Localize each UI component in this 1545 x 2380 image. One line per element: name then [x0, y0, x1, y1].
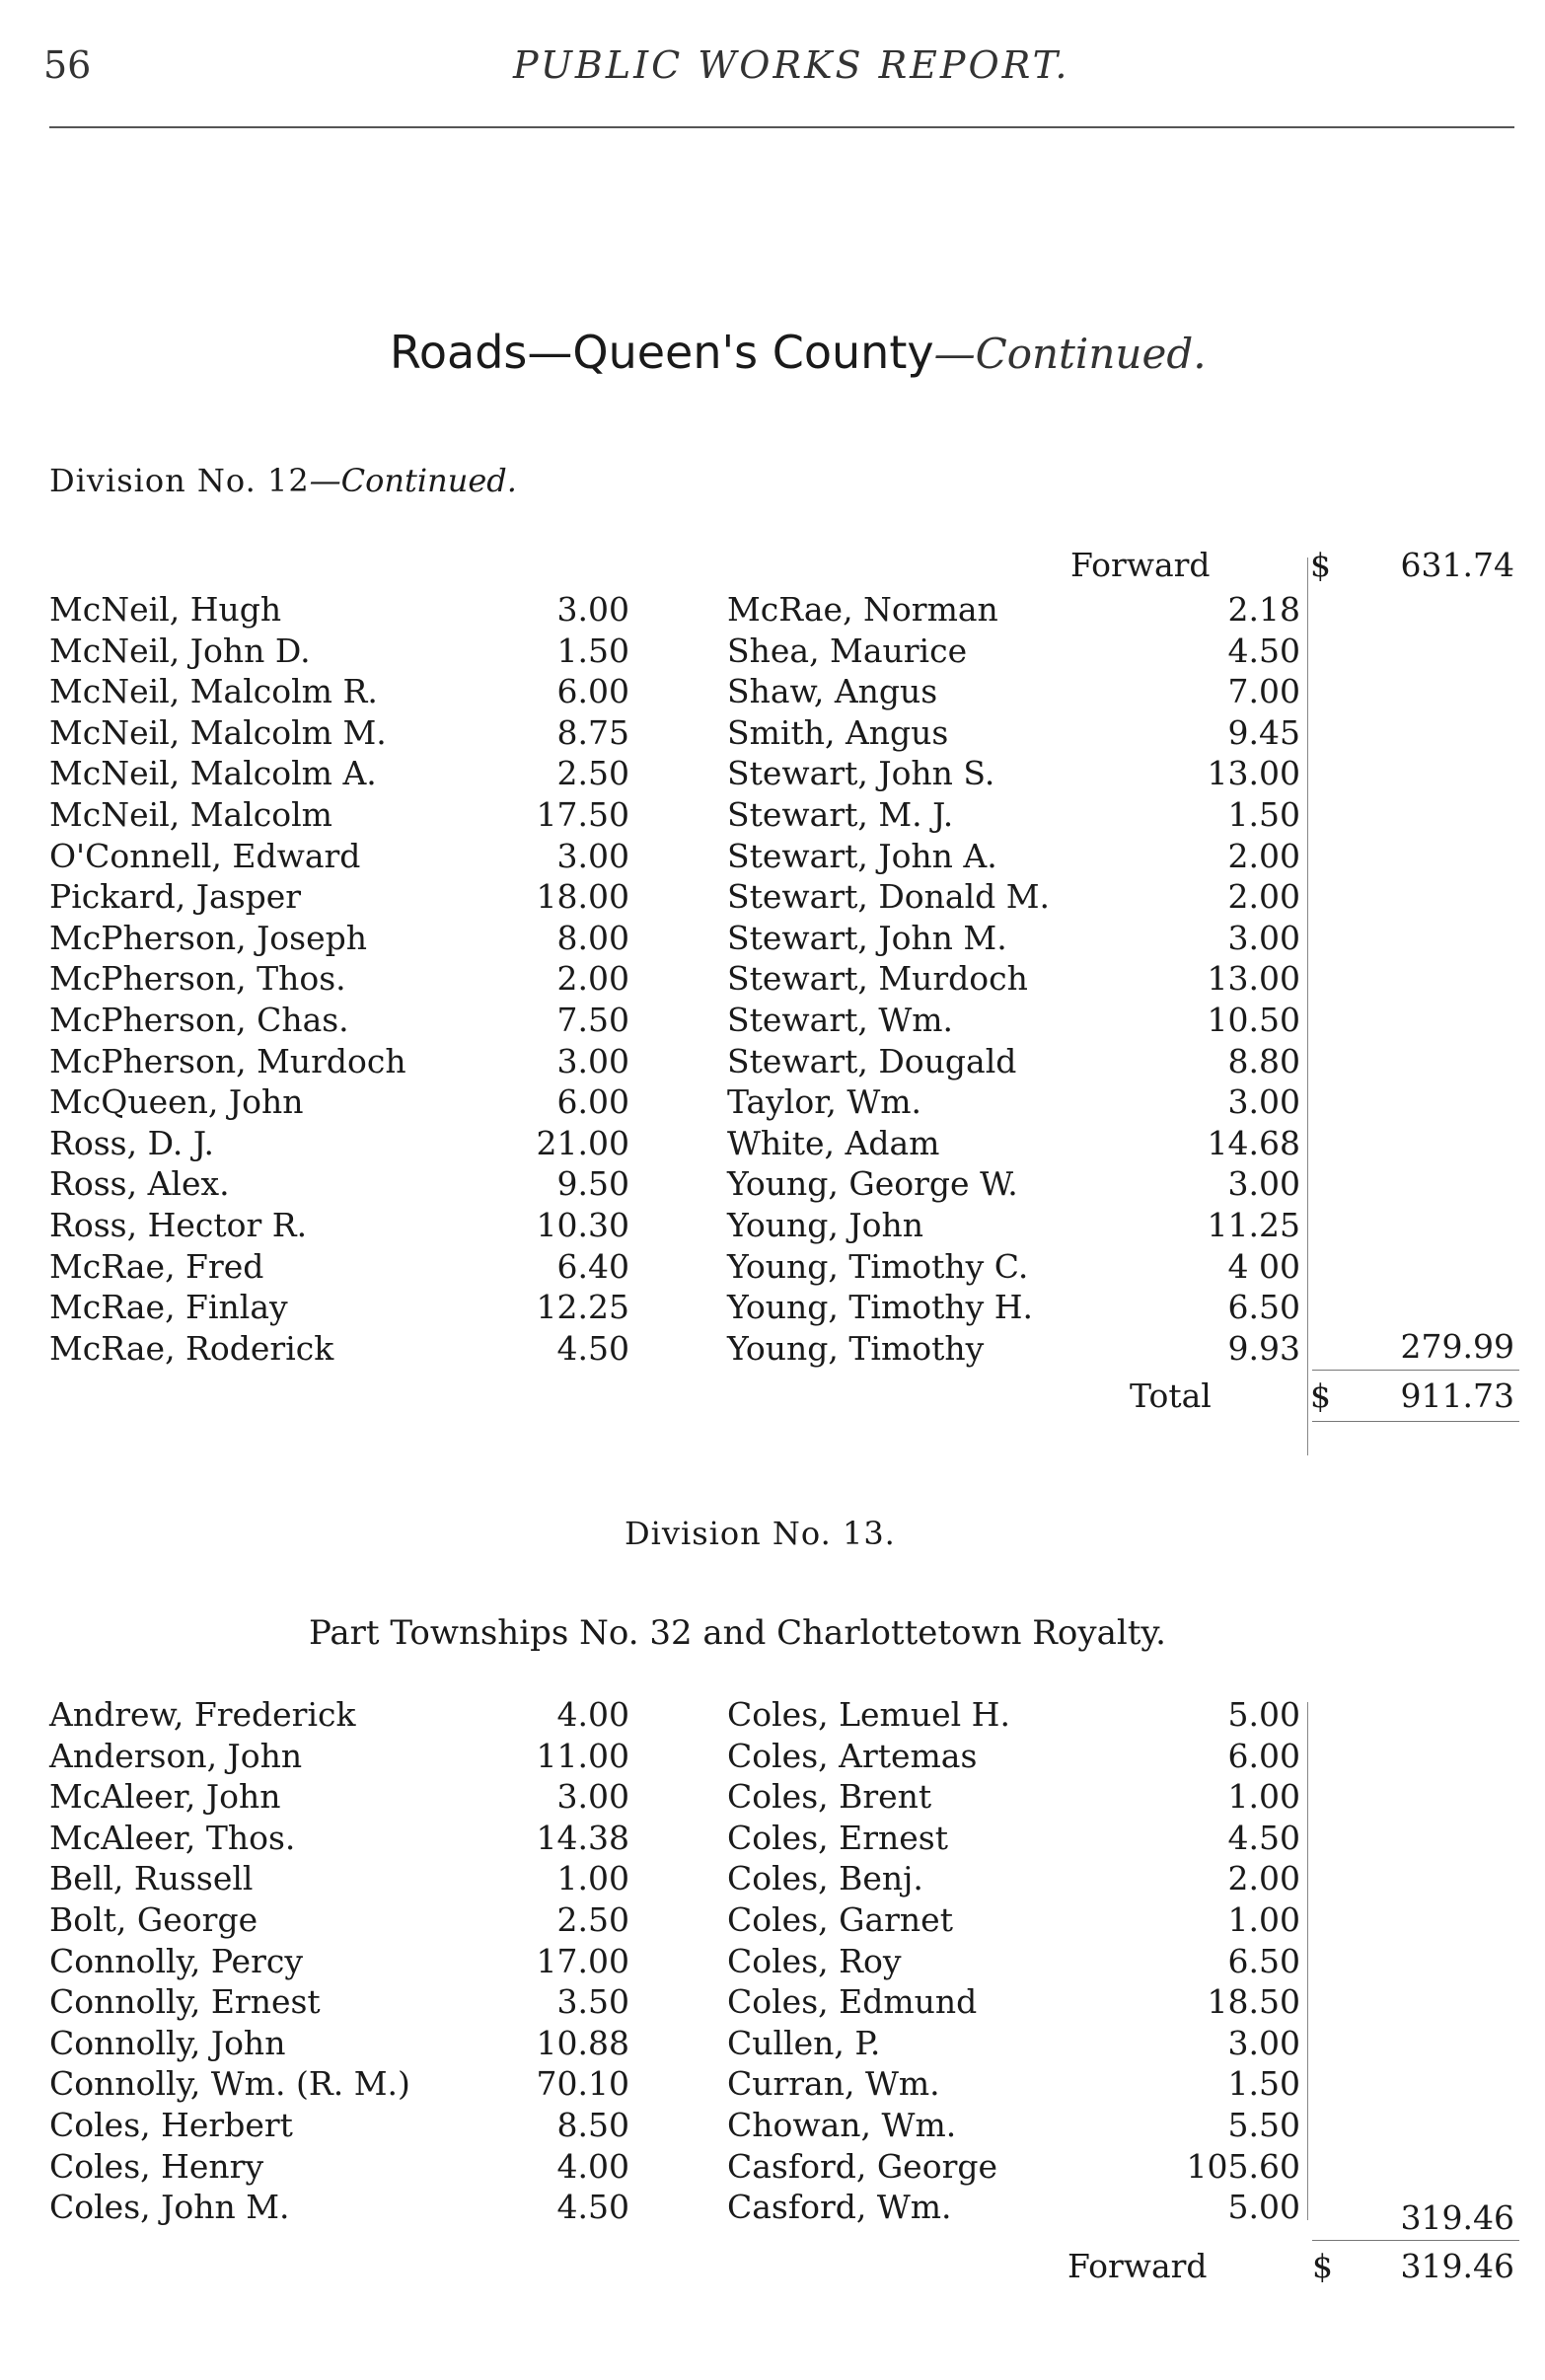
- payee-amount: 1.00: [1227, 1900, 1300, 1939]
- payee-amount: 11.00: [536, 1736, 629, 1775]
- payee-name: McNeil, Malcolm M.: [49, 712, 387, 752]
- payee-amount: 2.18: [1227, 590, 1300, 629]
- payee-name: McNeil, Malcolm: [49, 795, 332, 834]
- forward-amount: 631.74: [1400, 546, 1514, 584]
- payee-name: Young, Timothy: [727, 1328, 985, 1368]
- section-title-text: Roads—Queen's County: [390, 326, 934, 379]
- payee-name: Connolly, Wm. (R. M.): [49, 2064, 410, 2104]
- payee-name: Coles, Henry: [49, 2146, 264, 2186]
- payee-amount: 13.00: [1207, 959, 1300, 999]
- payee-name: Smith, Angus: [727, 712, 949, 752]
- payee-amount: 4.00: [556, 2146, 629, 2186]
- payee-amount: 9.45: [1227, 712, 1300, 752]
- payee-name: Stewart, Wm.: [727, 1001, 954, 1039]
- payee-amount: 7.50: [556, 1001, 629, 1039]
- payee-amount: 9.50: [556, 1164, 629, 1204]
- payee-name: Stewart, John A.: [727, 836, 997, 875]
- payee-amount: 3.00: [1227, 2023, 1300, 2062]
- payee-name: McNeil, Hugh: [49, 590, 282, 629]
- subtotal-rule: [1312, 1370, 1519, 1371]
- forward-dollar: $: [1310, 546, 1331, 584]
- payee-name: Bolt, George: [49, 1900, 258, 1939]
- payee-amount: 1.50: [556, 631, 629, 670]
- division-13-heading: Division No. 13.: [625, 1515, 896, 1552]
- payee-name: McAleer, John: [49, 1777, 281, 1817]
- amount-column-rule: [1307, 558, 1308, 1455]
- payee-name: Stewart, John M.: [727, 918, 1007, 957]
- division-12-heading: [49, 462, 517, 499]
- payee-amount: 10.30: [536, 1206, 629, 1244]
- payee-amount: 8.50: [556, 2106, 629, 2144]
- division-12-subtotal: 279.99: [1400, 1327, 1514, 1366]
- payee-amount: 3.00: [1227, 1082, 1300, 1122]
- payee-name: McNeil, John D.: [49, 631, 311, 670]
- payee-name: McRae, Finlay: [49, 1288, 288, 1327]
- payee-name: Stewart, M. J.: [727, 795, 954, 834]
- payee-amount: 3.00: [556, 1041, 629, 1080]
- payee-name: Pickard, Jasper: [49, 877, 302, 917]
- subtotal-rule-2: [1312, 2240, 1519, 2241]
- payee-amount: 4.50: [556, 1328, 629, 1368]
- division-12-continued: —Continued.: [309, 462, 517, 499]
- payee-amount: 2.50: [556, 754, 629, 793]
- payee-name: McAleer, Thos.: [49, 1818, 296, 1857]
- total-amount: 911.73: [1400, 1376, 1514, 1415]
- payee-name: Coles, Artemas: [727, 1736, 978, 1775]
- payee-amount: 8.75: [556, 712, 629, 752]
- division-12-label: Division No. 12: [49, 462, 310, 499]
- payee-name: Coles, Benj.: [727, 1859, 923, 1898]
- payee-amount: 5.00: [1227, 1695, 1300, 1734]
- payee-name: Casford, Wm.: [727, 2188, 952, 2227]
- payee-name: Young, George W.: [727, 1164, 1018, 1204]
- payee-amount: 12.25: [536, 1288, 629, 1327]
- payee-amount: 1.00: [1227, 1777, 1300, 1817]
- payee-name: Andrew, Frederick: [49, 1695, 356, 1734]
- total-label: Total: [1130, 1376, 1212, 1415]
- payee-amount: 6.00: [556, 1082, 629, 1122]
- payee-amount: 10.88: [536, 2023, 629, 2062]
- payee-amount: 2.00: [1227, 877, 1300, 917]
- section-continued: —Continued.: [933, 330, 1207, 378]
- payee-amount: 4.00: [556, 1695, 629, 1734]
- payee-amount: 17.00: [536, 1941, 629, 1980]
- payee-amount: 2.50: [556, 1900, 629, 1939]
- payee-amount: 105.60: [1186, 2146, 1300, 2186]
- payee-name: McRae, Fred: [49, 1246, 264, 1286]
- forward-dollar-2: $: [1312, 2247, 1333, 2285]
- division-13-subheading: Part Townships No. 32 and Charlottetown Royalty.: [309, 1613, 1166, 1653]
- payee-name: Taylor, Wm.: [727, 1082, 922, 1122]
- payee-name: Young, Timothy C.: [727, 1246, 1029, 1286]
- payee-name: Stewart, Donald M.: [727, 877, 1051, 917]
- payee-name: Anderson, John: [49, 1736, 303, 1775]
- payee-amount: 3.00: [556, 836, 629, 875]
- payee-amount: 4.50: [1227, 1818, 1300, 1857]
- payee-name: Shea, Maurice: [727, 631, 968, 670]
- payee-amount: 5.50: [1227, 2106, 1300, 2144]
- payee-amount: 21.00: [536, 1123, 629, 1162]
- payee-name: Ross, D. J.: [49, 1123, 214, 1162]
- payee-name: Coles, Herbert: [49, 2106, 293, 2144]
- payee-amount: 8.80: [1227, 1041, 1300, 1080]
- payee-amount: 2.00: [1227, 836, 1300, 875]
- payee-name: Ross, Hector R.: [49, 1206, 308, 1244]
- payee-name: McPherson, Thos.: [49, 959, 346, 999]
- payee-amount: 1.50: [1227, 795, 1300, 834]
- payee-name: Connolly, John: [49, 2023, 286, 2062]
- payee-amount: 70.10: [536, 2064, 629, 2104]
- forward-label-2: Forward: [1067, 2247, 1208, 2285]
- payee-name: Coles, Brent: [727, 1777, 932, 1817]
- payee-name: McNeil, Malcolm A.: [49, 754, 377, 793]
- payee-name: Young, Timothy H.: [727, 1288, 1034, 1327]
- payee-name: Casford, George: [727, 2146, 998, 2186]
- division-13-subtotal: 319.46: [1400, 2198, 1514, 2237]
- payee-amount: 9.93: [1227, 1328, 1300, 1368]
- payee-name: McPherson, Joseph: [49, 918, 368, 957]
- payee-name: McNeil, Malcolm R.: [49, 672, 378, 711]
- payee-name: Coles, Lemuel H.: [727, 1695, 1010, 1734]
- header-rule: [49, 126, 1514, 128]
- forward-amount-2: 319.46: [1400, 2247, 1514, 2285]
- payee-name: Chowan, Wm.: [727, 2106, 957, 2144]
- payee-name: Ross, Alex.: [49, 1164, 230, 1204]
- section-title: [390, 326, 1207, 379]
- payee-amount: 3.50: [556, 1982, 629, 2022]
- payee-amount: 10.50: [1207, 1001, 1300, 1039]
- payee-amount: 1.50: [1227, 2064, 1300, 2104]
- total-dollar: $: [1310, 1376, 1331, 1415]
- payee-amount: 3.00: [556, 590, 629, 629]
- payee-amount: 3.00: [1227, 918, 1300, 957]
- running-title: PUBLIC WORKS REPORT.: [513, 43, 1070, 87]
- payee-name: White, Adam: [727, 1123, 940, 1162]
- payee-name: Stewart, Dougald: [727, 1041, 1017, 1080]
- payee-amount: 11.25: [1207, 1206, 1300, 1244]
- payee-name: McRae, Norman: [727, 590, 998, 629]
- payee-amount: 13.00: [1207, 754, 1300, 793]
- payee-amount: 3.00: [1227, 1164, 1300, 1204]
- payee-amount: 1.00: [556, 1859, 629, 1898]
- amount-column-rule-2: [1307, 1702, 1308, 2220]
- payee-amount: 18.50: [1207, 1982, 1300, 2022]
- payee-name: Coles, John M.: [49, 2188, 290, 2227]
- payee-name: Curran, Wm.: [727, 2064, 940, 2104]
- payee-amount: 2.00: [1227, 1859, 1300, 1898]
- payee-amount: 17.50: [536, 795, 629, 834]
- payee-name: Stewart, Murdoch: [727, 959, 1028, 999]
- payee-name: Coles, Garnet: [727, 1900, 953, 1939]
- payee-name: McQueen, John: [49, 1082, 304, 1122]
- payee-amount: 6.00: [556, 672, 629, 711]
- payee-amount: 4 00: [1227, 1246, 1300, 1286]
- payee-amount: 3.00: [556, 1777, 629, 1817]
- payee-amount: 6.40: [556, 1246, 629, 1286]
- payee-name: Stewart, John S.: [727, 754, 995, 793]
- payee-amount: 5.00: [1227, 2188, 1300, 2227]
- payee-amount: 2.00: [556, 959, 629, 999]
- total-rule: [1312, 1421, 1519, 1422]
- payee-name: Young, John: [727, 1206, 923, 1244]
- payee-amount: 6.00: [1227, 1736, 1300, 1775]
- payee-name: Coles, Edmund: [727, 1982, 978, 2022]
- payee-name: Coles, Ernest: [727, 1818, 948, 1857]
- payee-amount: 6.50: [1227, 1288, 1300, 1327]
- page-number: 56: [43, 43, 92, 87]
- payee-amount: 14.38: [536, 1818, 629, 1857]
- payee-name: O'Connell, Edward: [49, 836, 361, 875]
- payee-amount: 18.00: [536, 877, 629, 917]
- payee-amount: 6.50: [1227, 1941, 1300, 1980]
- payee-amount: 8.00: [556, 918, 629, 957]
- payee-name: Connolly, Ernest: [49, 1982, 321, 2022]
- payee-name: Shaw, Angus: [727, 672, 938, 711]
- payee-name: McPherson, Chas.: [49, 1001, 349, 1039]
- payee-name: Connolly, Percy: [49, 1941, 303, 1980]
- payee-amount: 4.50: [1227, 631, 1300, 670]
- payee-amount: 7.00: [1227, 672, 1300, 711]
- payee-amount: 14.68: [1207, 1123, 1300, 1162]
- payee-name: McPherson, Murdoch: [49, 1041, 406, 1080]
- payee-name: Bell, Russell: [49, 1859, 254, 1898]
- forward-label: Forward: [1070, 546, 1211, 584]
- payee-amount: 4.50: [556, 2188, 629, 2227]
- payee-name: Cullen, P.: [727, 2023, 881, 2062]
- payee-name: Coles, Roy: [727, 1941, 902, 1980]
- payee-name: McRae, Roderick: [49, 1328, 334, 1368]
